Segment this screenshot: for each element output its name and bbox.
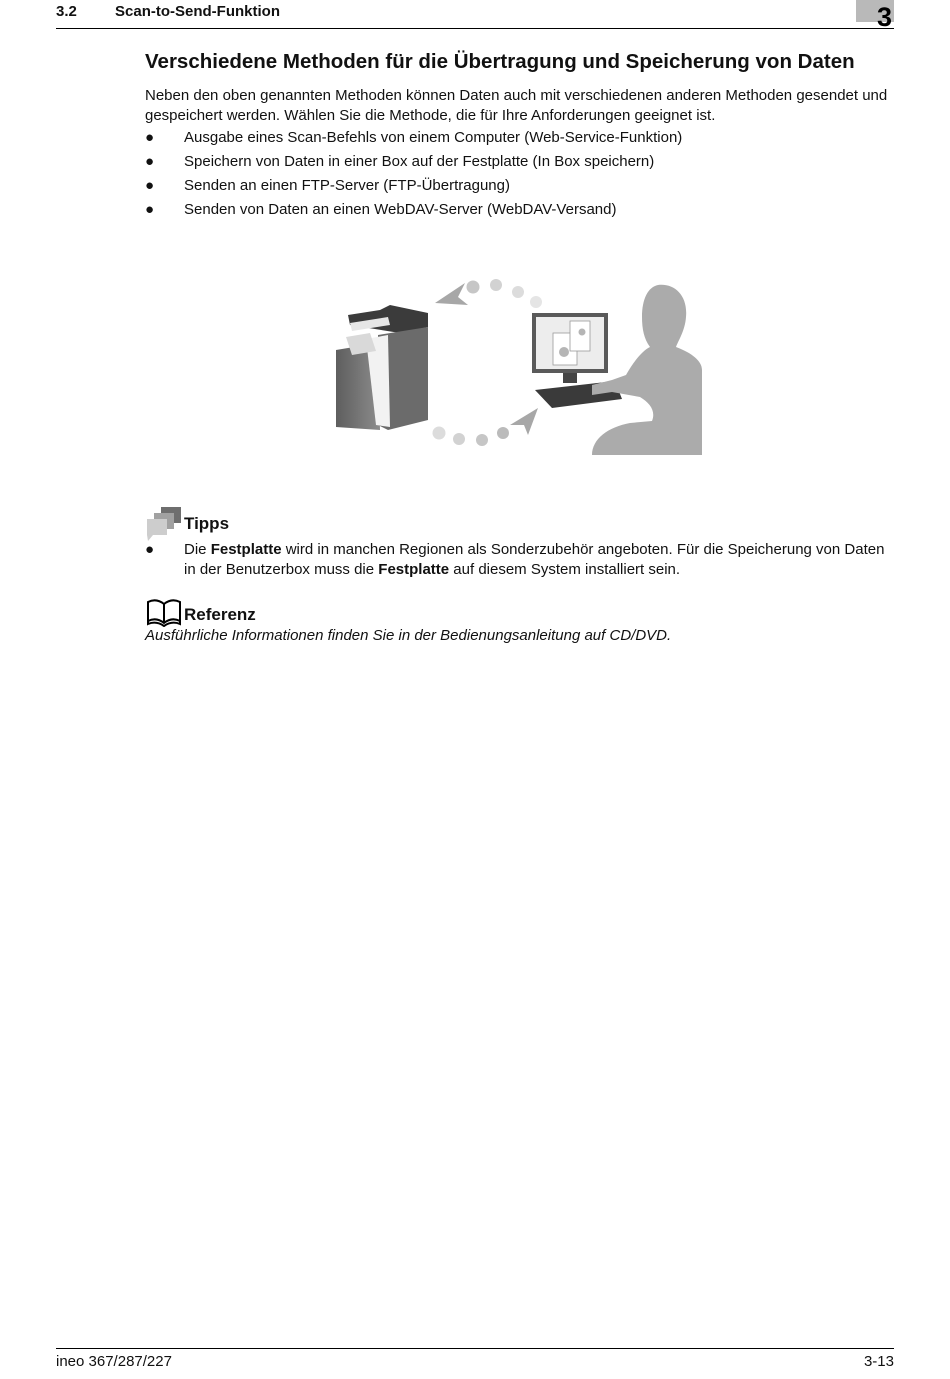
tips-list xyxy=(145,540,895,580)
printer-icon xyxy=(336,305,428,430)
tips-text-1: Die xyxy=(184,541,211,558)
page-header xyxy=(56,0,894,32)
reference-heading: Referenz xyxy=(184,605,256,624)
tips-heading: Tipps xyxy=(184,514,230,533)
list-item xyxy=(145,176,895,200)
bullet-icon: ● xyxy=(145,129,155,146)
bullet-icon: ● xyxy=(145,153,155,170)
tips-text-3: auf diesem System installiert sein. xyxy=(449,561,681,578)
scan-to-computer-illustration xyxy=(330,275,705,460)
bullet-icon: ● xyxy=(145,177,155,194)
list-item-text: Senden an einen FTP-Server (FTP-Übertragung) xyxy=(184,177,510,194)
page-heading: Verschiedene Methoden für die Übertragung und Speicherung von Daten xyxy=(145,50,855,73)
section-title: Scan-to-Send-Funktion xyxy=(115,3,280,20)
footer-model: ineo 367/287/227 xyxy=(56,1353,172,1370)
tips-bold-1: Festplatte xyxy=(210,541,282,558)
chapter-number: 3 xyxy=(876,2,892,32)
sync-arrows-icon xyxy=(433,279,543,446)
open-book-icon xyxy=(145,597,183,627)
section-number: 3.2 xyxy=(56,3,77,20)
page-number: 3-13 xyxy=(863,1353,894,1370)
intro-paragraph: Neben den oben genannten Methoden können Daten auch mit verschiedenen anderen Methoden gesendet und gespeichert werden. Wählen Sie die Methode, die für Ihre Anforderungen geeignet ist. xyxy=(145,87,888,124)
reference-text: Ausführliche Informationen finden Sie in der Bedienungsanleitung auf CD/DVD. xyxy=(145,627,672,644)
tips-bold-2: Festplatte xyxy=(378,561,450,578)
list-item-text: Ausgabe eines Scan-Befehls von einem Computer (Web-Service-Funktion) xyxy=(184,129,683,146)
bullet-icon: ● xyxy=(145,541,155,558)
methods-list xyxy=(145,128,895,224)
computer-user-icon xyxy=(532,285,702,455)
bullet-icon: ● xyxy=(145,201,155,218)
list-item-text: Speichern von Daten in einer Box auf der Festplatte (In Box speichern) xyxy=(184,153,655,170)
list-item xyxy=(145,200,895,224)
list-item xyxy=(145,128,895,152)
list-item-text: Senden von Daten an einen WebDAV-Server (WebDAV-Versand) xyxy=(184,201,617,218)
tips-pages-icon xyxy=(145,505,183,541)
tips-text-2: wird in manchen Regionen als Sonderzubehör angeboten. Für die Speicherung von Daten in der Benutzerbox muss die xyxy=(184,541,885,578)
list-item xyxy=(145,152,895,176)
page-footer xyxy=(56,1348,894,1375)
list-item xyxy=(145,540,895,580)
